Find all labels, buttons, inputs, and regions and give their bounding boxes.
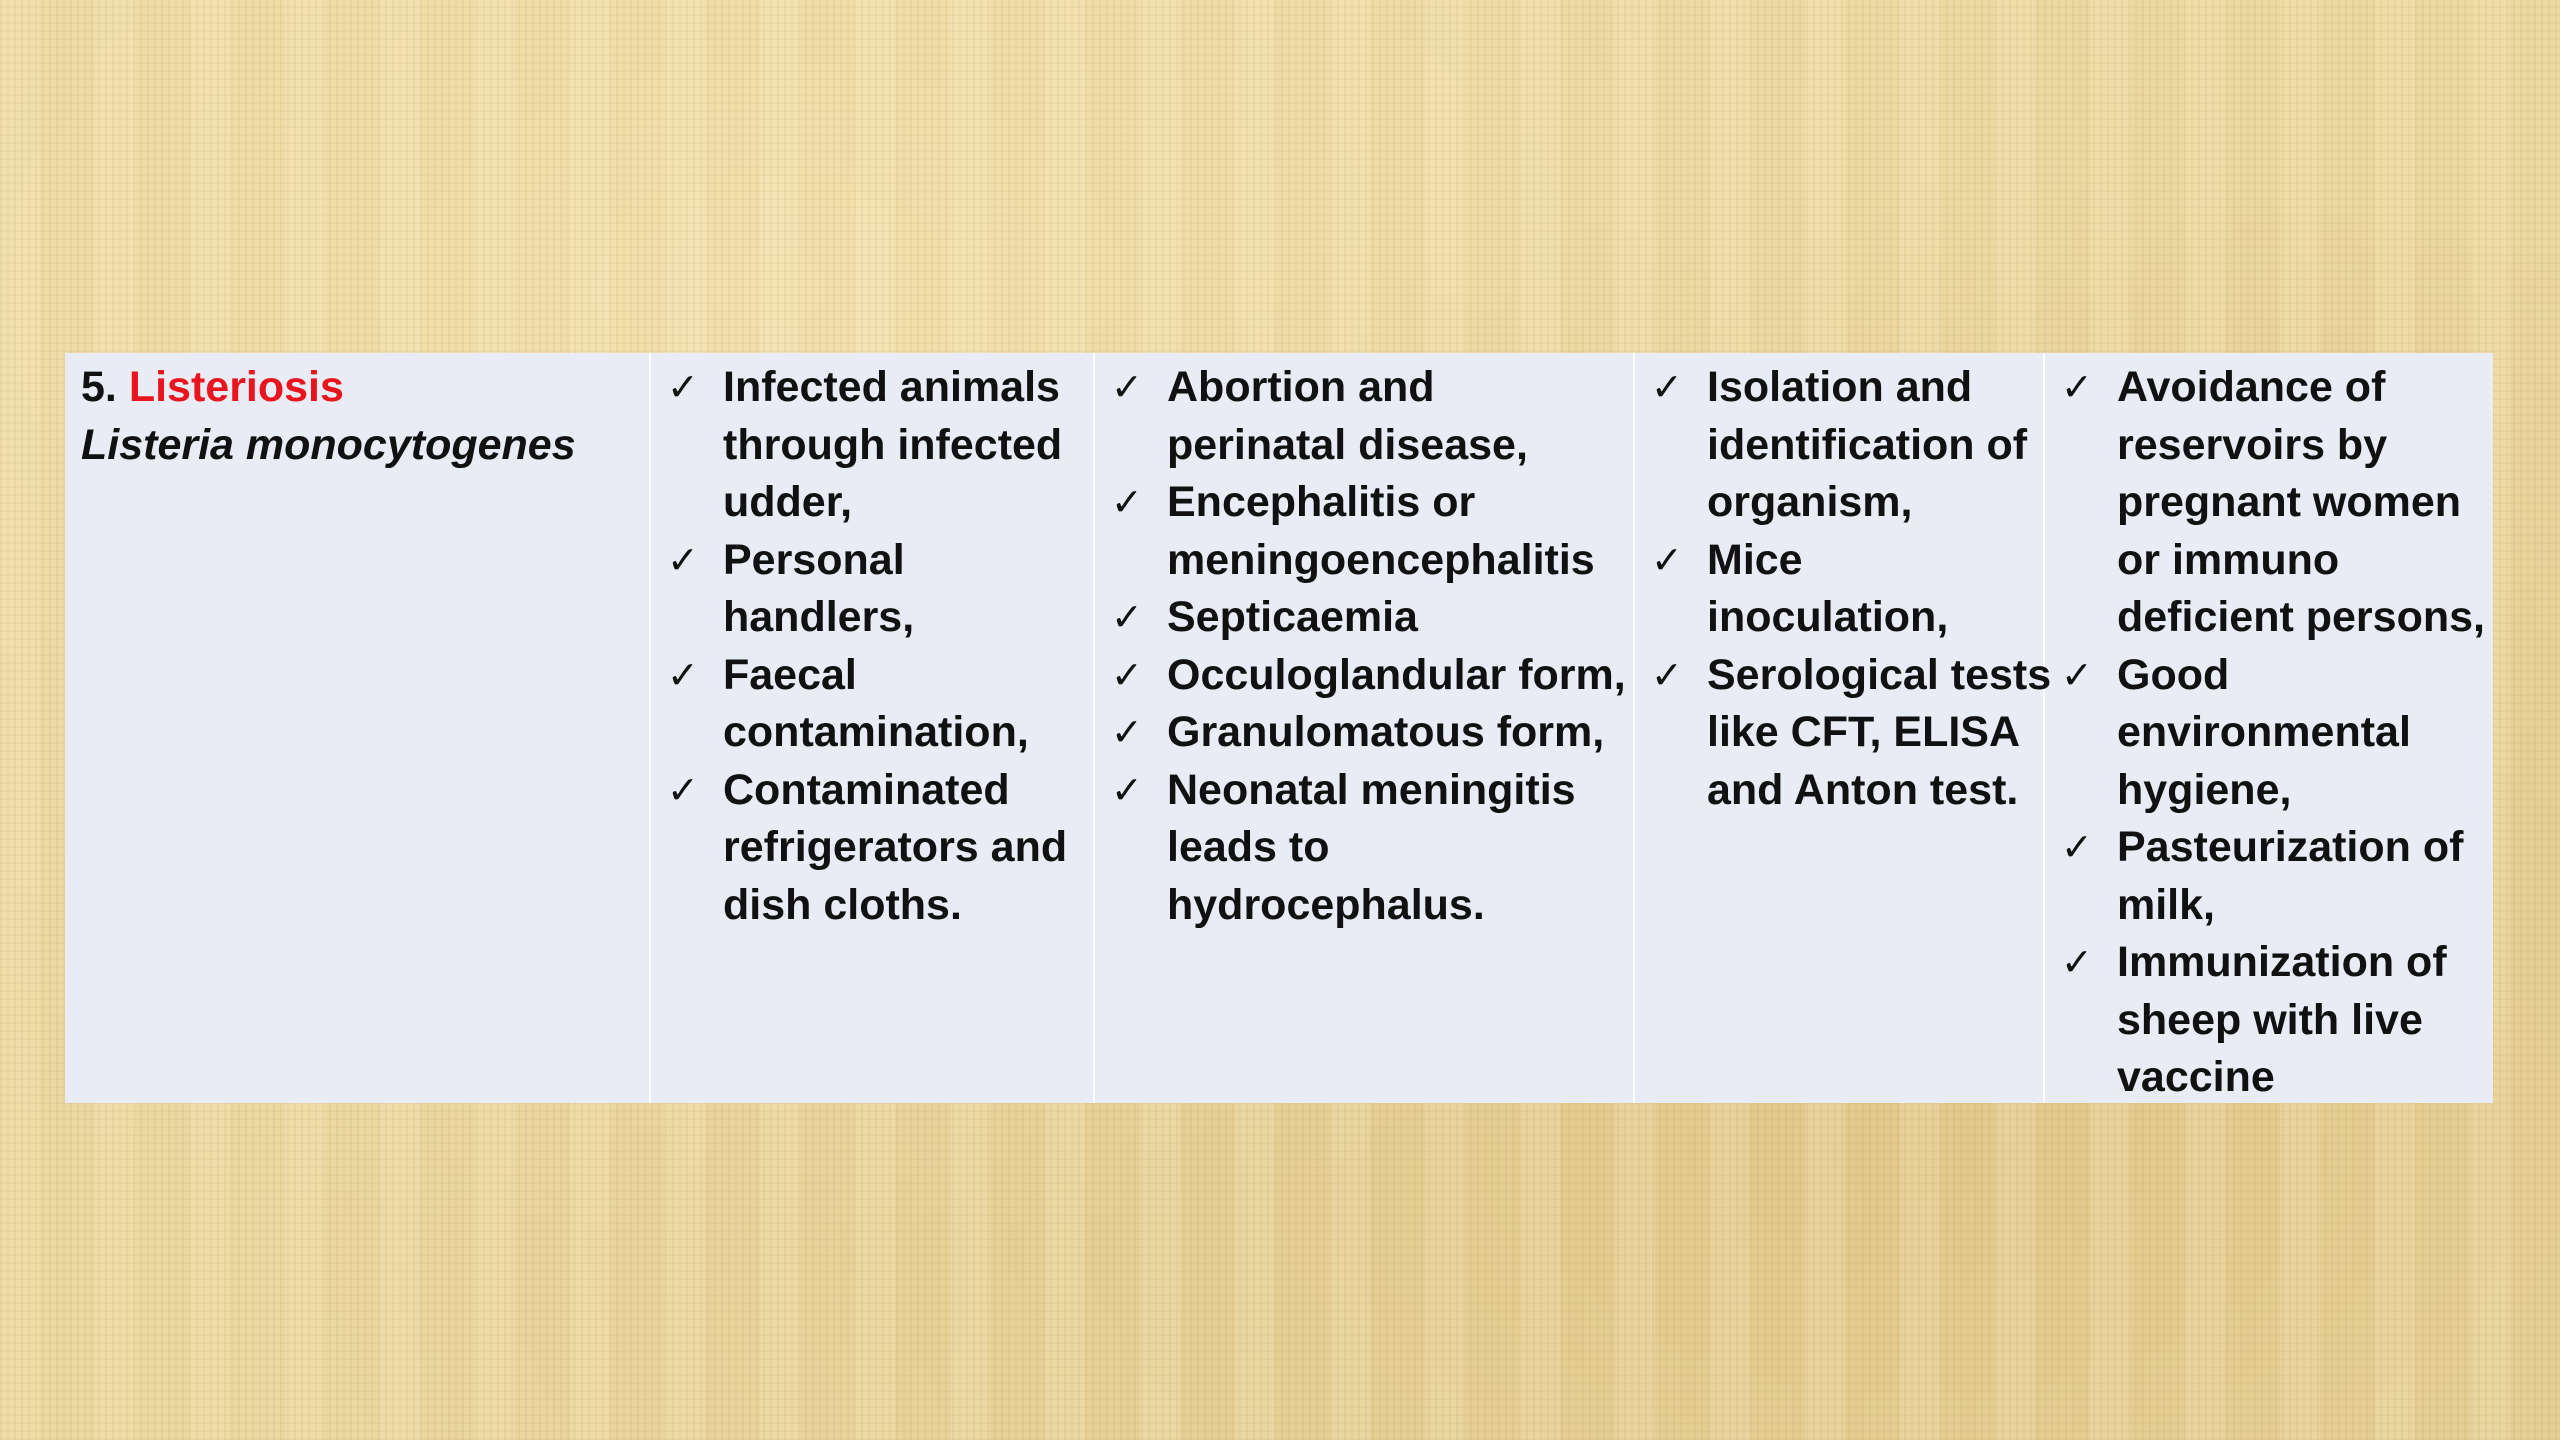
check-icon: ✓	[1651, 537, 1683, 582]
list-item-line: environmental	[2117, 708, 2411, 756]
list-item-text	[2117, 359, 2485, 647]
disease-name: Listeriosis	[128, 363, 344, 411]
list-item-text	[2117, 647, 2411, 820]
list-item-line: Neonatal meningitis	[1167, 765, 1576, 814]
check-icon: ✓	[1111, 767, 1143, 812]
check-icon: ✓	[1111, 652, 1143, 697]
check-icon: ✓	[1111, 480, 1143, 524]
list-item-line: handlers,	[723, 593, 915, 641]
diagnosis-cell	[1635, 353, 2052, 1103]
list-item-line: Granulomatous form,	[1167, 708, 1605, 756]
list-item-line: Serological tests	[1707, 650, 2052, 699]
disease-number: 5.	[81, 363, 117, 411]
check-icon: ✓	[667, 767, 699, 812]
list-item-line: Faecal	[723, 650, 857, 699]
list-item	[667, 359, 1093, 532]
prevention-list	[2061, 359, 2493, 1107]
organism-name: Listeria monocytogenes	[81, 420, 576, 469]
list-item	[1111, 589, 1633, 647]
list-item-text	[723, 762, 1067, 935]
prevention-cell	[2045, 353, 2493, 1103]
list-item-line: Septicaemia	[1167, 593, 1418, 641]
list-item	[1651, 359, 2043, 532]
check-icon: ✓	[667, 537, 699, 582]
list-item	[1111, 704, 1633, 762]
symptoms-cell	[1095, 353, 1635, 1103]
list-item-line: organism,	[1707, 478, 1913, 526]
check-icon: ✓	[667, 652, 699, 697]
list-item-text	[1167, 359, 1528, 474]
list-item-line: dish cloths.	[723, 880, 962, 929]
check-icon: ✓	[2061, 652, 2093, 697]
list-item-line: Isolation and	[1707, 363, 1973, 411]
transmission-list	[667, 359, 1093, 934]
list-item	[1651, 647, 2052, 820]
list-item	[667, 647, 1093, 762]
list-item-line: reservoirs by	[2117, 420, 2388, 469]
list-item-line: pregnant women	[2117, 478, 2462, 526]
list-item	[1651, 532, 2043, 647]
list-item	[1111, 474, 1633, 589]
list-item	[2061, 819, 2493, 934]
list-item	[2061, 359, 2493, 647]
list-item-line: Occuloglandular form,	[1167, 650, 1626, 699]
disease-cell	[65, 353, 651, 1103]
list-item-text	[723, 647, 1029, 762]
list-item-line: sheep with live	[2117, 995, 2423, 1044]
list-item-text	[1167, 704, 1604, 762]
list-item-line: perinatal disease,	[1167, 420, 1528, 469]
check-icon: ✓	[2061, 365, 2093, 409]
list-item-line: contamination,	[723, 708, 1029, 756]
list-item-line: vaccine	[2117, 1053, 2275, 1101]
check-icon: ✓	[667, 365, 699, 409]
list-item-line: hydrocephalus.	[1167, 880, 1485, 929]
list-item-line: and Anton test.	[1707, 765, 2019, 814]
check-icon: ✓	[2061, 940, 2093, 984]
list-item-text	[1707, 647, 2051, 820]
list-item-text	[1167, 474, 1595, 589]
list-item-line: or immuno	[2117, 535, 2340, 584]
list-item-line: Mice	[1707, 535, 1803, 584]
check-icon: ✓	[1651, 652, 1683, 697]
list-item-line: inoculation,	[1707, 593, 1949, 641]
list-item-line: Pasteurization of	[2117, 823, 2464, 871]
list-item-line: Abortion and	[1167, 363, 1435, 411]
list-item-line: Contaminated	[723, 765, 1010, 814]
list-item-line: identification of	[1707, 420, 2028, 469]
symptoms-list	[1111, 359, 1633, 934]
check-icon: ✓	[1111, 595, 1143, 639]
list-item-line: Encephalitis or	[1167, 478, 1476, 526]
list-item-text	[2117, 934, 2447, 1107]
list-item-text	[1167, 647, 1626, 705]
list-item-line: Good	[2117, 650, 2230, 699]
check-icon: ✓	[1111, 365, 1143, 409]
list-item-line: through infected	[723, 420, 1063, 469]
list-item	[1111, 762, 1633, 935]
list-item-text	[1167, 762, 1576, 935]
list-item-line: like CFT, ELISA	[1707, 708, 2021, 756]
list-item-text	[1707, 532, 1948, 647]
list-item-line: Infected animals	[723, 363, 1060, 411]
list-item	[2061, 934, 2493, 1107]
check-icon: ✓	[1651, 365, 1683, 409]
list-item-line: milk,	[2117, 880, 2215, 929]
list-item	[1111, 647, 1633, 705]
list-item-text	[1707, 359, 2027, 532]
list-item-text	[723, 359, 1062, 532]
list-item-line: hygiene,	[2117, 765, 2292, 814]
list-item	[667, 762, 1093, 935]
list-item	[2061, 647, 2493, 820]
list-item-line: leads to	[1167, 823, 1330, 871]
list-item-line: Immunization of	[2117, 938, 2447, 986]
list-item-text	[723, 532, 914, 647]
list-item	[1111, 359, 1633, 474]
check-icon: ✓	[2061, 825, 2093, 869]
list-item-line: meningoencephalitis	[1167, 535, 1595, 584]
list-item-line: Personal	[723, 535, 905, 584]
diagnosis-list	[1651, 359, 2052, 819]
list-item-line: udder,	[723, 478, 853, 526]
list-item-line: Avoidance of	[2117, 363, 2386, 411]
check-icon: ✓	[1111, 710, 1143, 754]
disease-title	[81, 359, 649, 417]
transmission-cell	[651, 353, 1095, 1103]
disease-table-row	[65, 353, 2493, 1103]
list-item-line: deficient persons,	[2117, 593, 2485, 641]
list-item-line: refrigerators and	[723, 823, 1068, 871]
list-item-text	[1167, 589, 1418, 647]
list-item-text	[2117, 819, 2463, 934]
list-item	[667, 532, 1093, 647]
